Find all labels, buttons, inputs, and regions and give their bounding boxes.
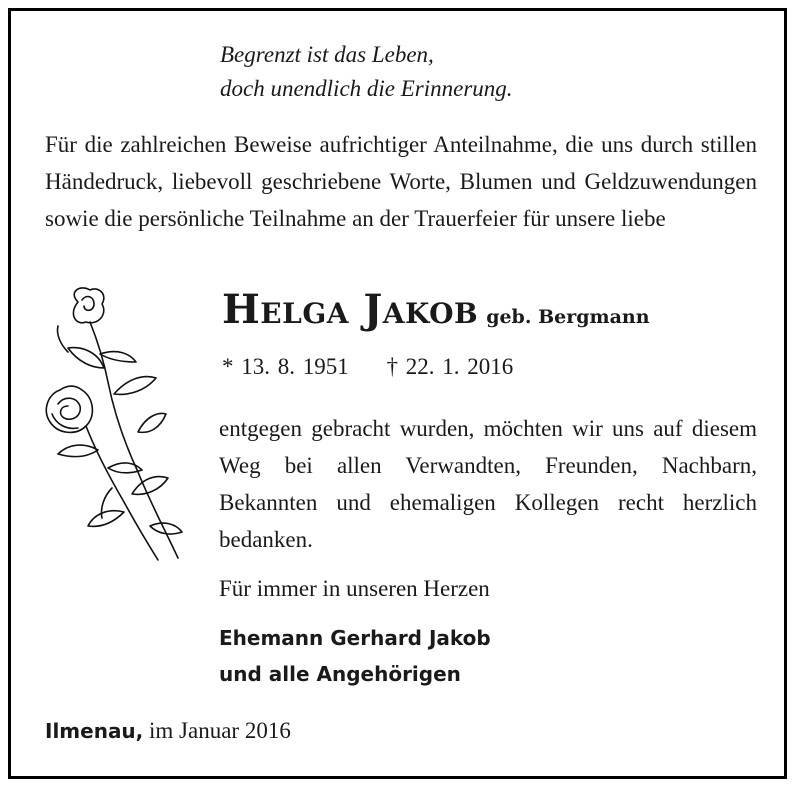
motto-line-1: Begrenzt ist das Leben, <box>220 42 434 67</box>
motto <box>220 38 513 106</box>
place-date <box>45 718 291 744</box>
death-date: 22. 1. 2016 <box>405 354 514 379</box>
signer-line-2: und alle Angehörigen <box>219 662 461 686</box>
maiden-name: geb. Bergmann <box>486 306 650 328</box>
deceased-heading <box>222 286 650 333</box>
place-city: Ilmenau, <box>45 719 144 743</box>
birth-symbol: * <box>222 354 234 379</box>
notice-date: im Januar 2016 <box>149 718 291 743</box>
signer-line-1: Ehemann Gerhard Jakob <box>219 626 491 650</box>
intro-text: Für die zahlreichen Beweise aufrichtiger Anteilnahme, die uns durch stillen Händedruck, liebevoll geschriebene Worte, Blumen und Geldzuwendungen sowie die persönliche Teilnahme an der Trauerfeier für unsere liebe <box>45 132 757 231</box>
life-dates <box>222 354 513 380</box>
closing-line: Für immer in unseren Herzen <box>219 576 490 601</box>
death-symbol: † <box>386 354 398 379</box>
motto-line-2: doch unendlich die Erinnerung. <box>220 76 513 101</box>
rose-icon <box>38 282 208 564</box>
deceased-name: Helga Jakob <box>222 286 479 333</box>
birth-date: 13. 8. 1951 <box>241 354 349 379</box>
thanks-text: entgegen gebracht wurden, möchten wir uns auf diesem Weg bei allen Verwandten, Freunden, Nachbarn, Bekannten und ehemaligen Kollegen recht herzlich bedanken. <box>219 416 757 552</box>
